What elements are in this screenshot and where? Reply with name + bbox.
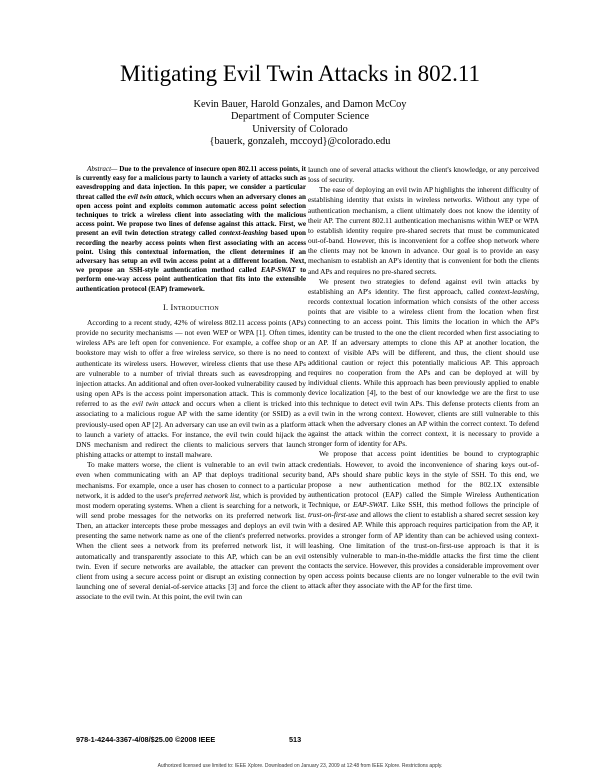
left-column (76, 165, 306, 602)
footer-isbn: 978-1-4244-3367-4/08/$25.00 ©2008 IEEE (76, 735, 216, 744)
author-department: Department of Computer Science (230, 111, 370, 123)
abstract: Abstract— Due to the prevalence of insecure open 802.11 access points, it is currently easy for a malicious party to launch a variety of attacks such as eavesdropping and data injection. In this paper, we consider a particular threat called the evil twin attack, which occurs when an adversary clones an open access point and exploits common automatic access point selection techniques to trick a wireless client into associating with the malicious access point. We propose two lines of defense against this attack. First, we present an evil twin detection strategy called context-leashing based upon recording the nearby access points when first associating with an access point. Using this contextual information, the client determines if an adversary has setup an evil twin access point at a different location. Next, we propose an SSH-style authentication method called EAP-SWAT to perform one-way access point authentication that fits into the extensible authentication protocol (EAP) framework. (76, 165, 306, 293)
intro-paragraph-continued: launch one of several attacks without the client's knowledge, or any perceived loss of security. (308, 165, 539, 185)
license-notice: Authorized licensed use limited to: IEEE Xplore. Downloaded on January 23, 2009 at 12:48 from IEEE Xplore. Restrictions apply. (157, 763, 443, 769)
author-university: University of Colorado (252, 123, 348, 135)
intro-paragraph-1: According to a recent study, 42% of wireless 802.11 access points (APs) provide no security mechanisms — not even WEP or WPA [1]. Often times, wireless APs are left open for convenience. For example, a coffee shop or bookstore may wish to offer a free wireless service, so there is no need to authenticate its wireless users. However, wireless clients that use these APs are vulnerable to a number of trivial threats such as eavesdropping and injection attacks. An additional and often over-looked vulnerability caused by using open APs is the access point impersonation attack. This is commonly referred to as the evil twin attack and occurs when a client is tricked into associating to a malicious rogue AP with the same identity (or SSID) as a previously-used open AP [2]. An adversary can use an evil twin as a platform to launch a variety of attacks. For instance, the evil twin could hijack the DNS mechanism and redirect the clients to malicious servers that launch phishing attacks or attempt to install malware. (76, 318, 306, 460)
intro-paragraph-4: We present two strategies to defend against evil twin attacks by establishing an AP's identity. The first approach, called context-leashing, records contextual location information which consists of the other access points that are visible to a wireless client from the location when first connecting to an access point. This limits the location in which the AP's identity can be trusted to the one the client recorded when first associating to an AP. If an adversary attempts to clone this AP at another location, the context of visible APs will be different, and thus, the client should use additional caution or reject this potentially malicious AP. This approach requires no cooperation from the APs and can be deployed at will by individual clients. While this approach has been previously applied to enable device localization [4], to the best of our knowledge we are the first to use this technique to detect evil twin APs. This defense protects clients from an evil twin in the wrong context. However, clients are still vulnerable to this attack when the adversary clones an AP within the correct context. To defend against the attack within the correct context, it is necessary to provide a stronger form of identity for APs. (308, 276, 539, 449)
intro-paragraph-2: To make matters worse, the client is vulnerable to an evil twin attack even when communicating with an AP that deploys traditional security mechanisms. For example, once a user has chosen to connect to a particular network, it is added to the user's preferred network list, which is provided by most modern operating systems. When a client is searching for a network, it will send probe messages for the networks on its preferred network list. Then, an attacker intercepts these probe messages and deploys an evil twin presenting the same network name as one of the client's preferred networks. When the client sees a network from its preferred network list, it will automatically and transparently associate to this AP, which can be an evil twin. Even if secure networks are available, the attacker can prevent the client from using a secure access point or disrupt an existing connection by launching one of several denial-of-service attacks [3] and force the client to associate to the evil twin. At this point, the evil twin can (76, 460, 307, 602)
intro-paragraph-5: We propose that access point identities be bound to cryptographic credentials. However, to avoid the inconvenience of sharing keys out-of-band, APs should share public keys in the style of SSH. To this end, we propose a new authentication method for the 802.1X extensible authentication protocol (EAP) called the Simple Wireless Authentication Technique, or EAP-SWAT. Like SSH, this method follows the principle of trust-on-first-use and allows the client to establish a shared secret session key with a desired AP. While this approach requires participation from the AP, it provides a stronger form of AP identity than can be achieved using context-leashing. One limitation of the trust-on-first-use approach is that it is ostensibly vulnerable to man-in-the-middle attacks the first time the client contacts the service. However, this provides a considerable improvement over open access points because clients are no longer vulnerable to the evil twin attack after they associate with the AP for the first time. (308, 449, 539, 591)
page-number: 513 (289, 735, 302, 744)
author-block (0, 99, 600, 149)
author-names: Kevin Bauer, Harold Gonzales, and Damon McCoy (193, 99, 407, 110)
author-emails: {bauerk, gonzaleh, mccoyd}@colorado.edu (209, 136, 391, 148)
intro-paragraph-3: The ease of deploying an evil twin AP highlights the inherent difficulty of establishing identity that exists in wireless networks. Without any type of authentication mechanism, a client ultimately does not know the identity of their AP. The current 802.11 authentication mechanisms within WEP or WPA to establish identity require pre-shared secrets that must be communicated out-of-band. However, this is inconvenient for a coffee shop network where the clients may not be known in advance. Our goal is to provide an easy mechanism to establish an AP's identity that is convenient for both the clients and APs and requires no pre-shared secrets. (308, 185, 539, 276)
abstract-lead: Abstract— (87, 165, 118, 173)
section-heading-introduction: I. Introduction (163, 302, 219, 312)
paper-title: Mitigating Evil Twin Attacks in 802.11 (120, 61, 480, 86)
right-column (308, 165, 539, 592)
